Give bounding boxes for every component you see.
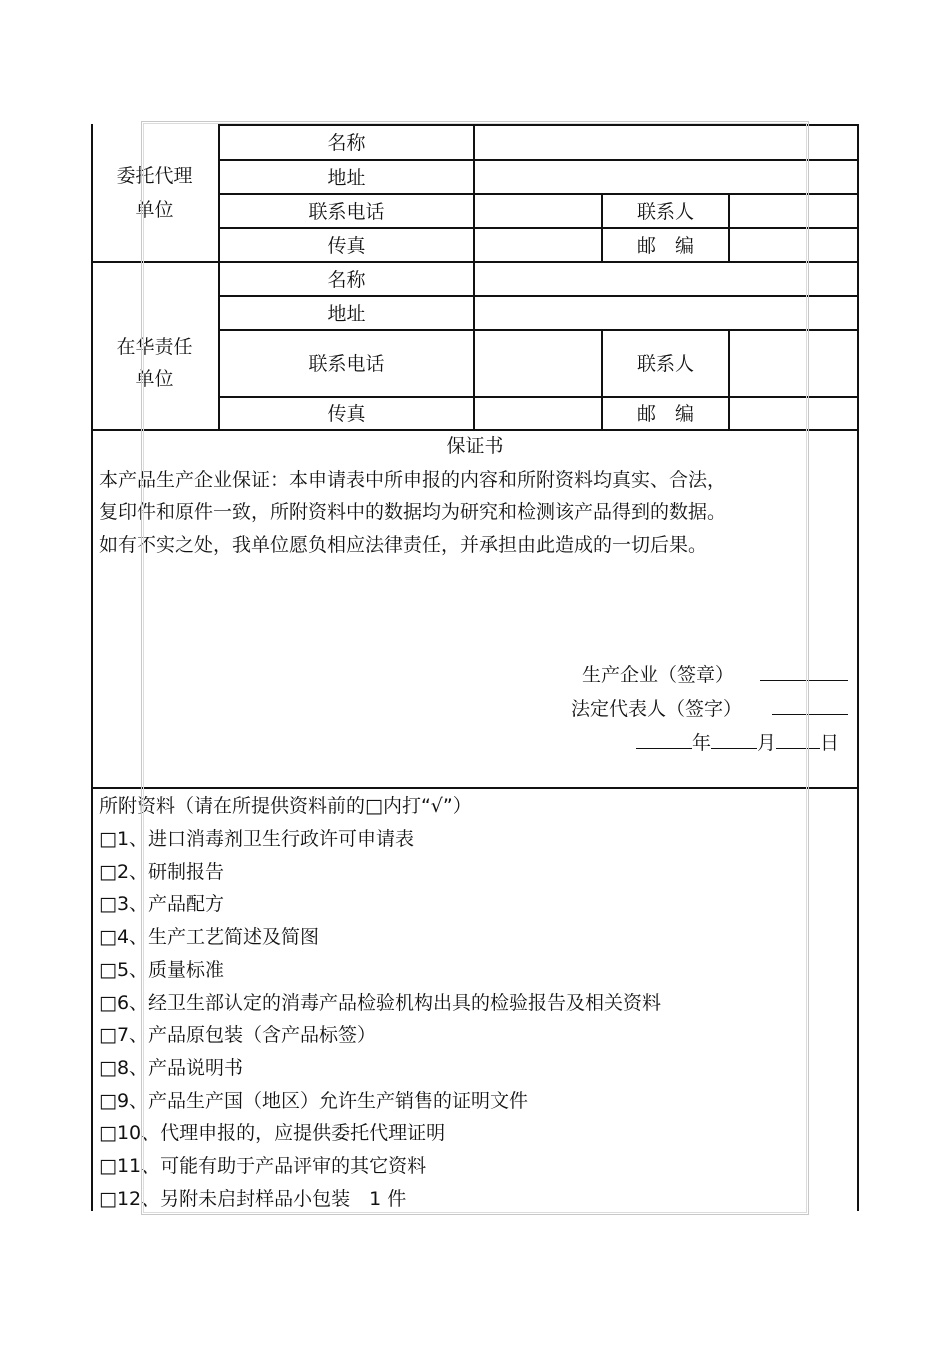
attachment-item-label: 6、经卫生部认定的消毒产品检验机构出具的检验报告及相关资料 <box>116 991 662 1014</box>
signature-company-label: 生产企业（签章） <box>582 664 735 686</box>
attachment-item <box>99 926 319 948</box>
china-postcode-field[interactable] <box>730 398 857 429</box>
attachment-item-label: 1、进口消毒剂卫生行政许可申请表 <box>116 828 415 850</box>
attachment-item-label: 5、质量标准 <box>116 958 225 981</box>
right-border <box>857 124 859 1211</box>
attachment-item-label: 12、另附未启封样品小包装 1 件 <box>116 1187 407 1210</box>
agent-contact-label: 联系人 <box>636 200 694 223</box>
attachment-item-label: 9、产品生产国（地区）允许生产销售的证明文件 <box>116 1089 529 1112</box>
checkbox-icon[interactable]: □ <box>99 893 117 916</box>
china-title-line2: 单位 <box>135 368 174 390</box>
attachment-item <box>99 828 414 850</box>
attachment-item <box>99 1057 243 1079</box>
attachment-item <box>99 1122 445 1144</box>
section-line <box>91 787 859 789</box>
china-postcode-label: 邮 编 <box>636 403 694 425</box>
china-name-field[interactable] <box>475 263 857 295</box>
date-day-label: 日 <box>820 732 840 754</box>
china-fax-label: 传真 <box>327 403 366 425</box>
china-title-line1: 在华责任 <box>116 336 193 358</box>
attachment-item-label: 7、产品原包装（含产品标签） <box>116 1024 377 1047</box>
agent-fax-field[interactable] <box>475 229 601 261</box>
agent-postcode-label: 邮 编 <box>636 234 694 257</box>
signature-rep-label: 法定代表人（签字） <box>571 698 743 720</box>
china-address-label: 地址 <box>327 302 366 325</box>
checkbox-icon[interactable]: □ <box>99 991 117 1014</box>
date-year-line[interactable] <box>636 730 692 749</box>
attachment-item <box>99 1188 406 1210</box>
date-row <box>636 730 839 754</box>
date-month-label: 月 <box>757 732 777 754</box>
attachment-item <box>99 1090 528 1112</box>
date-day-line[interactable] <box>776 730 820 749</box>
attachment-item-label: 3、产品配方 <box>116 893 225 916</box>
agent-title-line1: 委托代理 <box>116 165 193 187</box>
agent-name-label: 名称 <box>327 132 366 154</box>
left-border <box>91 124 93 1211</box>
attachment-item <box>99 893 224 915</box>
checkbox-icon[interactable]: □ <box>99 860 117 883</box>
checkbox-icon[interactable]: □ <box>99 926 117 949</box>
agent-address-field[interactable] <box>475 161 857 193</box>
agent-unit-title <box>91 158 218 228</box>
guarantee-line: 如有不实之处，我单位愿负相应法律责任，并承担由此造成的一切后果。 <box>99 534 708 556</box>
form-table <box>91 124 859 1211</box>
agent-address-label: 地址 <box>327 166 366 189</box>
section-line <box>91 429 859 431</box>
attachment-item-label: 4、生产工艺简述及简图 <box>116 926 320 949</box>
checkbox-icon[interactable]: □ <box>99 1024 117 1047</box>
agent-contact-field[interactable] <box>730 195 857 227</box>
date-year-label: 年 <box>692 732 712 754</box>
attachment-item <box>99 1155 426 1177</box>
guarantee-title: 保证书 <box>446 435 504 457</box>
attachment-item <box>99 959 224 981</box>
agent-postcode-field[interactable] <box>730 229 857 261</box>
agent-title-line2: 单位 <box>135 199 174 221</box>
agent-phone-field[interactable] <box>475 195 601 227</box>
china-phone-field[interactable] <box>475 331 601 396</box>
checkbox-icon[interactable]: □ <box>99 1155 117 1177</box>
attachment-item-label: 10、代理申报的，应提供委托代理证明 <box>116 1122 446 1145</box>
checkbox-icon[interactable]: □ <box>99 828 117 850</box>
attachment-item-label: 2、研制报告 <box>116 860 225 883</box>
china-contact-label: 联系人 <box>636 353 694 375</box>
signature-company-line[interactable] <box>760 662 848 681</box>
attachment-item-label: 8、产品说明书 <box>116 1056 244 1079</box>
signature-rep-line[interactable] <box>772 696 848 715</box>
checkbox-icon[interactable]: □ <box>99 1122 117 1145</box>
agent-phone-label: 联系电话 <box>308 200 385 223</box>
checkbox-icon[interactable]: □ <box>99 1056 117 1079</box>
date-month-line[interactable] <box>711 730 757 749</box>
attachments-title: 所附资料（请在所提供资料前的□内打“√”） <box>99 795 472 817</box>
china-address-field[interactable] <box>475 297 857 329</box>
china-phone-label: 联系电话 <box>308 353 385 375</box>
china-contact-field[interactable] <box>730 331 857 396</box>
signature-rep-row <box>571 696 848 720</box>
guarantee-line: 复印件和原件一致，所附资料中的数据均为研究和检测该产品得到的数据。 <box>99 501 727 523</box>
signature-company-row <box>582 662 848 686</box>
checkbox-icon[interactable]: □ <box>99 1187 117 1210</box>
china-unit-title <box>91 328 218 398</box>
attachment-item <box>99 992 661 1014</box>
agent-fax-label: 传真 <box>327 234 366 257</box>
china-fax-field[interactable] <box>475 398 601 429</box>
attachment-item <box>99 861 224 883</box>
checkbox-icon[interactable]: □ <box>99 958 117 981</box>
checkbox-icon[interactable]: □ <box>99 1089 117 1112</box>
guarantee-line: 本产品生产企业保证：本申请表中所申报的内容和所附资料均真实、合法， <box>99 469 727 491</box>
china-name-label: 名称 <box>327 268 366 291</box>
agent-name-field[interactable] <box>475 126 857 159</box>
attachment-item <box>99 1024 376 1046</box>
attachment-item-label: 11、可能有助于产品评审的其它资料 <box>116 1155 427 1177</box>
